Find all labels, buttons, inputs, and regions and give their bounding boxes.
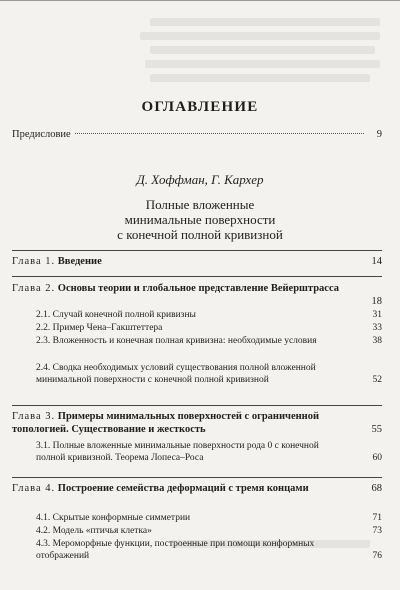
chapter-rule	[12, 405, 382, 406]
authors: Д. Хоффман, Г. Кархер	[136, 172, 264, 187]
bleed-through-line	[150, 74, 370, 82]
chapter-entry[interactable]	[12, 482, 382, 495]
chapter-rule	[12, 477, 382, 478]
chapter-title: Примеры минимальных поверхностей с ограниченной топологией. Существование и жесткость	[12, 411, 320, 435]
section-page: 38	[372, 336, 382, 346]
book-title-line: Полные вложенные	[145, 197, 255, 212]
section-page: 33	[372, 323, 382, 333]
bleed-through-line	[140, 32, 380, 40]
section-entry[interactable]	[36, 512, 382, 524]
section-title: Вложенность и конечная полная кривизна: необходимые условия	[52, 336, 317, 346]
section-number: 2.3.	[36, 336, 51, 346]
section-title: Скрытые конформные симметрии	[52, 513, 191, 523]
chapter-rule	[12, 276, 382, 277]
preface-entry[interactable]	[12, 129, 382, 140]
chapter-label: Глава 2.	[12, 283, 56, 294]
section-title: Полные вложенные минимальные поверхности рода 0 с конечной полной кривизной. Теорема Лопеса–Роса	[36, 441, 319, 463]
chapter-page: 18	[371, 296, 382, 307]
section-page: 31	[372, 310, 382, 320]
chapter-entry[interactable]	[12, 410, 382, 436]
section-number: 2.4.	[36, 363, 51, 373]
section-entry[interactable]	[36, 309, 382, 321]
section-title: Случай конечной полной кривизны	[52, 310, 196, 320]
section-title: Сводка необходимых условий существования полной вложенной минимальной поверхности с конечной полной кривизной	[36, 363, 316, 385]
chapter-page: 14	[371, 256, 382, 267]
chapter-page: 55	[371, 424, 382, 435]
dot-leader	[75, 133, 364, 134]
section-number: 2.1.	[36, 310, 51, 320]
bleed-through-line	[150, 18, 380, 26]
book-title	[0, 197, 400, 242]
bleed-through-line	[145, 60, 380, 68]
section-page: 52	[372, 375, 382, 385]
section-page: 60	[372, 453, 382, 463]
chapter-page-row	[12, 295, 382, 308]
section-number: 2.2.	[36, 323, 51, 333]
book-title-line: минимальные поверхности	[124, 212, 276, 227]
chapter-title: Основы теории и глобальное представление Вейерштрасса	[57, 283, 339, 294]
chapter-entry[interactable]	[12, 255, 382, 268]
chapter-rule	[12, 250, 382, 251]
contents-title: ОГЛАВЛЕНИЕ	[141, 99, 259, 115]
chapter-page: 68	[371, 483, 382, 494]
section-title: Мероморфные функции, построенные при помощи конформных отображений	[36, 539, 315, 561]
section-title: Модель «птичья клетка»	[52, 526, 152, 536]
section-entry[interactable]	[36, 538, 382, 562]
chapter-label: Глава 1.	[12, 256, 56, 267]
section-entry[interactable]	[36, 362, 382, 386]
book-title-line: с конечной полной кривизной	[117, 227, 283, 242]
section-entry[interactable]	[36, 525, 382, 537]
section-entry[interactable]	[36, 335, 382, 347]
section-page: 71	[372, 513, 382, 523]
section-page: 76	[372, 551, 382, 561]
chapter-label: Глава 4.	[12, 483, 56, 494]
section-number: 4.2.	[36, 526, 51, 536]
section-entry[interactable]	[36, 440, 382, 464]
section-number: 4.1.	[36, 513, 51, 523]
section-entry[interactable]	[36, 322, 382, 334]
preface-label: Предисловие	[12, 129, 71, 140]
section-number: 4.3.	[36, 539, 51, 549]
chapter-entry[interactable]	[12, 282, 354, 295]
section-title: Пример Чена–Гакштеттера	[52, 323, 163, 333]
chapter-title: Введение	[57, 256, 102, 267]
chapter-label: Глава 3.	[12, 411, 56, 422]
top-edge-rule	[0, 0, 400, 1]
bleed-through-line	[150, 46, 375, 54]
section-page: 73	[372, 526, 382, 536]
section-number: 3.1.	[36, 441, 51, 451]
preface-page: 9	[376, 129, 382, 140]
chapter-title: Построение семейства деформаций с тремя концами	[57, 483, 309, 494]
